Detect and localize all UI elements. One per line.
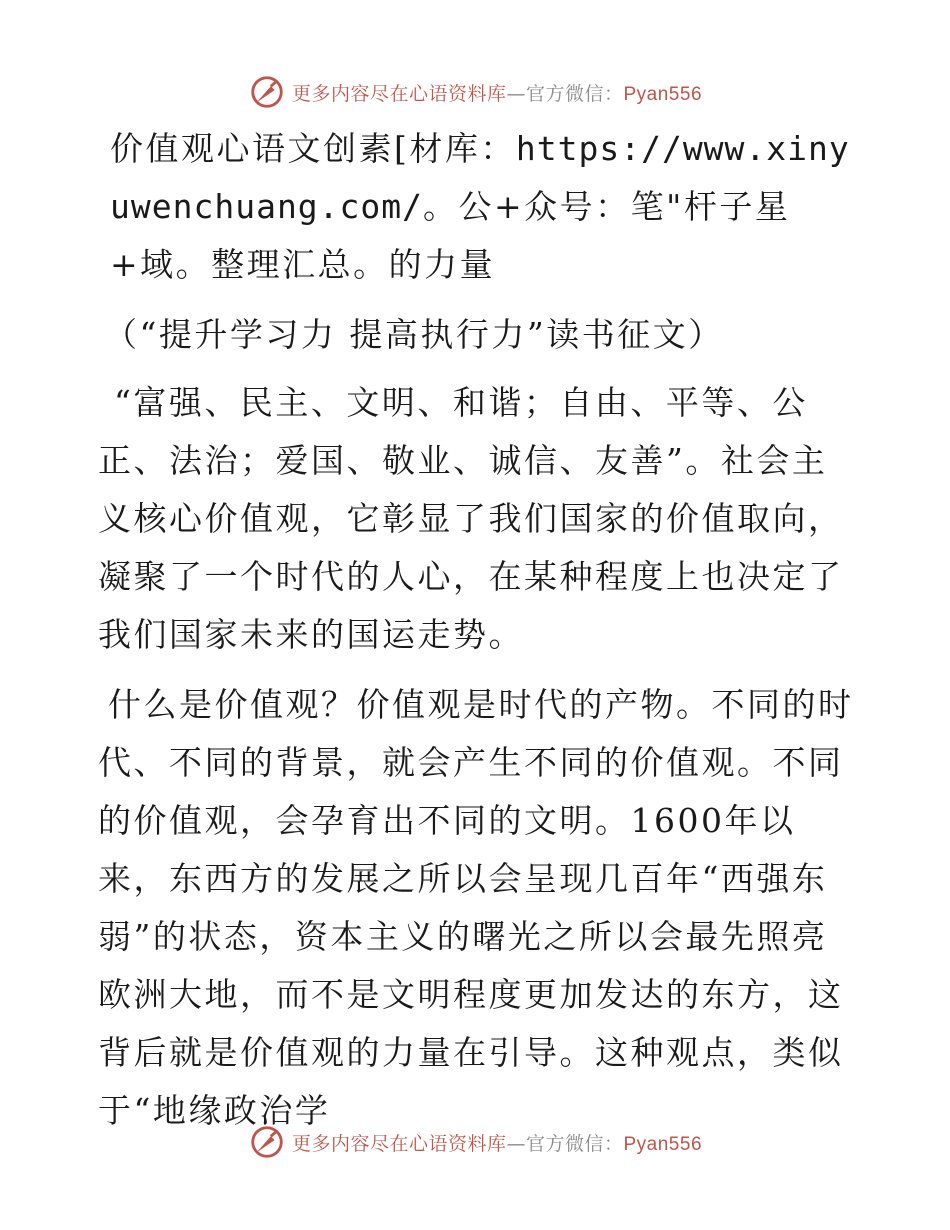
source-url-link[interactable]: https://www.xinyuwenchuang.com/ [110,129,850,226]
header-watermark [0,70,950,114]
document-body [98,120,858,1140]
paragraph-core-values: “富强、民主、文明、和谐；自由、平等、公正、法治；爱国、敬业、诚信、友善”。社会主义核心价值观，它彰显了我们国家的价值取向，凝聚了一个时代的人心，在某种程度上也决定了我们国家未来的国运走势。 [98,383,844,654]
paragraph-what-is-values: 什么是价值观？价值观是时代的产物。不同的时代、不同的背景，就会产生不同的价值观。不同的价值观，会孕育出不同的文明。1600年以来，东西方的发展之所以会呈现几百年“西强东弱”的状态，资本主义的曙光之所以会最先照亮欧洲大地，而不是文明程度更加发达的东方，这背后就是价值观的力量在引导。这种观点，类似于“地缘政治学 [98,685,854,1130]
footer-watermark [0,1120,950,1164]
paragraph-title: 价值观心语文创素[材库：https://www.xinyuwenchuang.com/。公+众号：笔"杆子星+域。整理汇总。的力量 [110,129,850,284]
pen-circle-logo-icon [248,73,286,111]
paragraph-subtitle: （“提升学习力 提高执行力”读书征文） [104,315,724,354]
pen-circle-logo-icon [248,1123,286,1161]
watermark-text: 更多内容尽在心语资料库—官方微信：Pyan556 [291,82,703,105]
watermark-text: 更多内容尽在心语资料库—官方微信：Pyan556 [291,1132,703,1155]
